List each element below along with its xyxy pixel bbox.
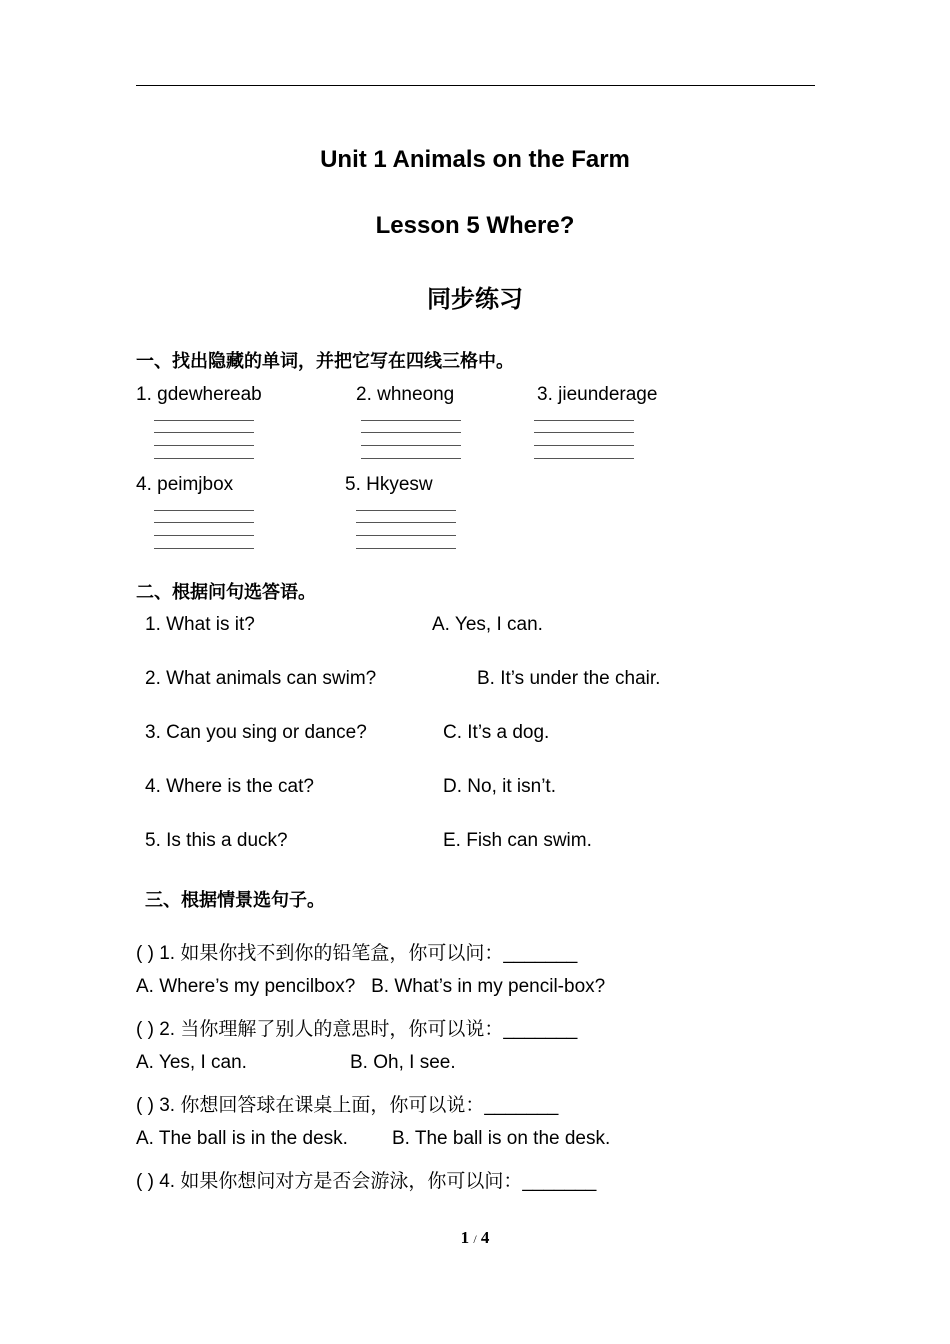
scenario-option: B. The ball is on the desk. (392, 1128, 611, 1149)
scenario-question: ( ) 2. 当你理解了别人的意思时，你可以说：_______ (136, 1019, 578, 1040)
section3-heading: 三、根据情景选句子。 (145, 890, 325, 910)
hidden-word-item: 4. peimjbox (136, 474, 234, 495)
lesson-title: Lesson 5 Where? (375, 212, 575, 239)
writing-lines[interactable] (154, 510, 254, 550)
hidden-word-item: 3. jieunderage (537, 384, 658, 405)
worksheet-subtitle: 同步练习 (427, 286, 523, 313)
answer-item: B. It’s under the chair. (477, 668, 661, 689)
hidden-word-item: 1. gdewhereab (136, 384, 262, 405)
writing-lines[interactable] (534, 420, 634, 460)
writing-lines[interactable] (154, 420, 254, 460)
header-rule (136, 85, 815, 86)
hidden-word-item: 5. Hkyesw (345, 474, 433, 495)
question-item: 5. Is this a duck? (145, 830, 288, 851)
writing-lines[interactable] (361, 420, 461, 460)
unit-title: Unit 1 Animals on the Farm (320, 146, 630, 173)
page-total: 4 (480, 1228, 490, 1247)
question-item: 1. What is it? (145, 614, 255, 635)
scenario-option: B. Oh, I see. (350, 1052, 456, 1073)
page-current: 1 (460, 1228, 470, 1247)
section2-heading: 二、根据问句选答语。 (136, 582, 316, 602)
scenario-option: A. Yes, I can. (136, 1052, 247, 1073)
hidden-word-item: 2. whneong (356, 384, 455, 405)
scenario-question: ( ) 1. 如果你找不到你的铅笔盒，你可以问：_______ (136, 943, 578, 964)
answer-item: D. No, it isn’t. (443, 776, 556, 797)
page-separator: / (473, 1232, 477, 1246)
scenario-question: ( ) 4. 如果你想问对方是否会游泳，你可以问：_______ (136, 1171, 597, 1192)
question-item: 4. Where is the cat? (145, 776, 314, 797)
scenario-option: A. The ball is in the desk. (136, 1128, 348, 1149)
scenario-question: ( ) 3. 你想回答球在课桌上面，你可以说：_______ (136, 1095, 559, 1116)
answer-item: C. It’s a dog. (443, 722, 550, 743)
answer-item: A. Yes, I can. (432, 614, 543, 635)
writing-lines[interactable] (356, 510, 456, 550)
question-item: 2. What animals can swim? (145, 668, 377, 689)
section1-heading: 一、找出隐藏的单词，并把它写在四线三格中。 (136, 351, 514, 371)
page-number (0, 1228, 950, 1248)
question-item: 3. Can you sing or dance? (145, 722, 367, 743)
scenario-options: A. Where’s my pencilbox? B. What’s in my pencil-box? (136, 976, 606, 997)
answer-item: E. Fish can swim. (443, 830, 592, 851)
